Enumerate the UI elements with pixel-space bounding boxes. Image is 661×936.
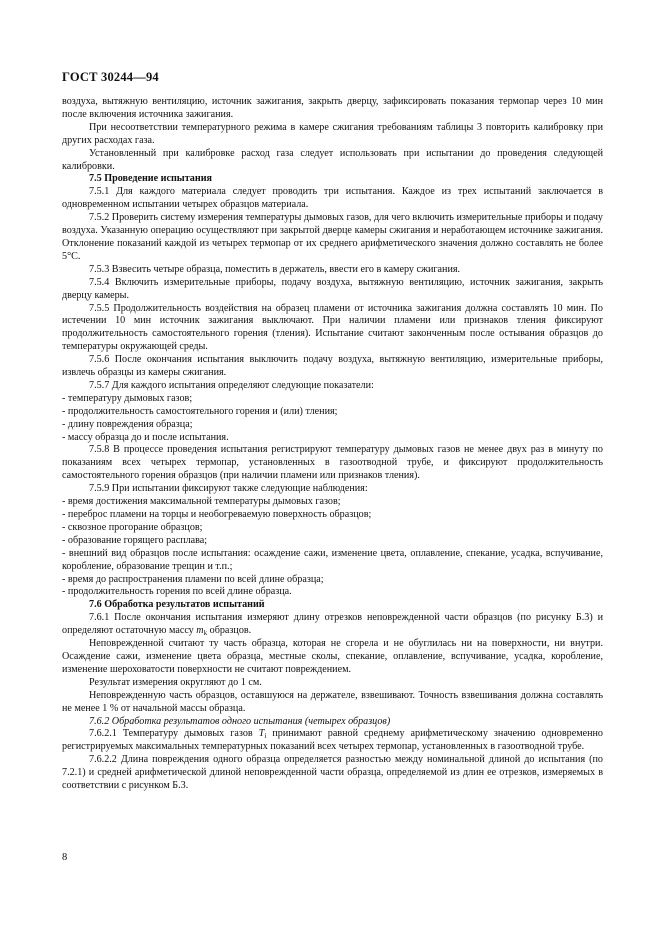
paragraph-7-5-8: 7.5.8 В процессе проведения испытания регистрируют температуру дымовых газов не менее двух раз в минуту по показаниям всех четырех термопар, установленных в газоотводной трубе, и фиксируют продолжительность самостоятельного горения образцов (при наличии пламени или признаков тления). — [62, 444, 603, 482]
paragraph-7-5-4: 7.5.4 Включить измерительные приборы, подачу воздуха, вытяжную вентиляцию, источник зажигания, закрыть дверцу камеры. — [62, 276, 603, 301]
paragraph-7-5-5: 7.5.5 Продолжительность воздействия на образец пламени от источника зажигания должна составлять 10 мин. По истечении 10 мин источник зажигания выключают. При наличии пламени или признаков тления фиксируют продолжительность самостоятельного горения (тления). Испытание считают законченным после остывания образцов до температуры окружающей среды. — [62, 302, 603, 353]
section-heading-7-6: 7.6 Обработка результатов испытаний — [89, 599, 265, 611]
list-item: - продолжительность горения по всей длине образца. — [62, 586, 292, 598]
document-body — [62, 96, 603, 793]
list-item: - сквозное прогорание образцов; — [62, 521, 203, 533]
list-item: - время до распространения пламени по всей длине образца; — [62, 573, 324, 585]
paragraph-7-5-2: 7.5.2 Проверить систему измерения температуры дымовых газов, для чего включить измерительные приборы и подачу воздуха. Указанную операцию осуществляют при закрытой дверце камеры сжигания и неработающем источнике зажигания. Отклонение показаний каждой из четырех термопар от их среднего арифметического значения должно составлять не более 5°С. — [62, 212, 603, 262]
page-number: 8 — [62, 852, 68, 863]
list-item: - температуру дымовых газов; — [62, 392, 193, 404]
paragraph-7-6-2-1 — [62, 728, 603, 754]
list-item: - переброс пламени на торцы и необогреваемую поверхность образцов; — [62, 509, 372, 520]
document-header: ГОСТ 30244—94 — [62, 70, 159, 84]
paragraph: Неповрежденную часть образцов, оставшуюся на держателе, взвешивают. Точность взвешивания должна составлять не менее 1 % от начальной массы образца. — [62, 689, 603, 714]
text-run: 7.6.2.1 Температуру дымовых газов — [89, 728, 259, 740]
list-item: - длину повреждения образца; — [62, 418, 193, 430]
list-item: - образование горящего расплава; — [62, 534, 208, 546]
text-run: 7.6.1 После окончания испытания измеряют длину отрезков неповрежденной части образцов (по рисунку Б.3) и определяют остаточную массу — [62, 612, 603, 637]
paragraph: При несоответствии температурного режима в камере сжигания требованиям таблицы 3 повторить калибровку при других расходах газа. — [62, 121, 603, 146]
list-item: - продолжительность самостоятельного горения и (или) тления; — [62, 405, 338, 417]
list-item: - внешний вид образцов после испытания: осаждение сажи, изменение цвета, оплавление, спекание, усадка, вспучивание, коробление, образование трещин и т.п.; — [62, 547, 603, 572]
paragraph-7-5-1: 7.5.1 Для каждого материала следует проводить три испытания. Каждое из трех испытаний заключается в одновременном испытании четырех образцов материала. — [62, 186, 603, 211]
text-run: образцов. — [207, 625, 252, 637]
section-heading-7-5: 7.5 Проведение испытания — [89, 173, 213, 185]
subscript-k: k — [203, 629, 208, 638]
text-run: принимают равной среднему арифметическому значению одновременно регистрируемых максимальных температурных показаний всех четырех термопар, установленных в газоотводной трубе. — [62, 728, 603, 753]
variable-m: m — [196, 625, 204, 637]
subsection-heading-7-6-2: 7.6.2 Обработка результатов одного испытания (четырех образцов) — [89, 715, 391, 727]
paragraph-7-5-9: 7.5.9 При испытании фиксируют также следующие наблюдения: — [89, 483, 368, 495]
paragraph: Установленный при калибровке расход газа следует использовать при испытании до проведения следующей калибровки. — [62, 147, 603, 172]
paragraph: Неповрежденной считают ту часть образца, которая не сгорела и не обуглилась ни на поверхности, ни внутри. Осаждение сажи, изменение цвета образца, местные сколы, спекание, оплавление, вспучивание, усадка, коробление, изменение шероховатости поверхности не считают повреждением. — [62, 638, 603, 675]
paragraph-7-5-7: 7.5.7 Для каждого испытания определяют следующие показатели: — [89, 379, 374, 391]
paragraph: воздуха, вытяжную вентиляцию, источник зажигания, закрыть дверцу, зафиксировать показания термопар через 10 мин после включения источника зажигания. — [62, 96, 603, 120]
paragraph-7-6-1 — [62, 612, 603, 638]
paragraph-7-6-2-2: 7.6.2.2 Длина повреждения одного образца определяется разностью между номинальной длиной до испытания (по 7.2.1) и средней арифметической длиной неповрежденной части образца, определяемой из длин ее отрезков, измеряемых в соответствии с рисунком Б.3. — [62, 754, 603, 792]
paragraph-7-5-6: 7.5.6 После окончания испытания выключить подачу воздуха, вытяжную вентиляцию, измерительные приборы, извлечь образцы из камеры сжигания. — [62, 354, 603, 379]
variable-t: T — [258, 728, 265, 740]
paragraph-7-5-3: 7.5.3 Взвесить четыре образца, поместить в держатель, ввести его в камеру сжигания. — [89, 263, 461, 275]
subscript-i: i — [264, 732, 267, 741]
paragraph: Результат измерения округляют до 1 см. — [89, 676, 262, 688]
list-item: - время достижения максимальной температуры дымовых газов; — [62, 496, 341, 508]
list-item: - массу образца до и после испытания. — [62, 431, 229, 443]
